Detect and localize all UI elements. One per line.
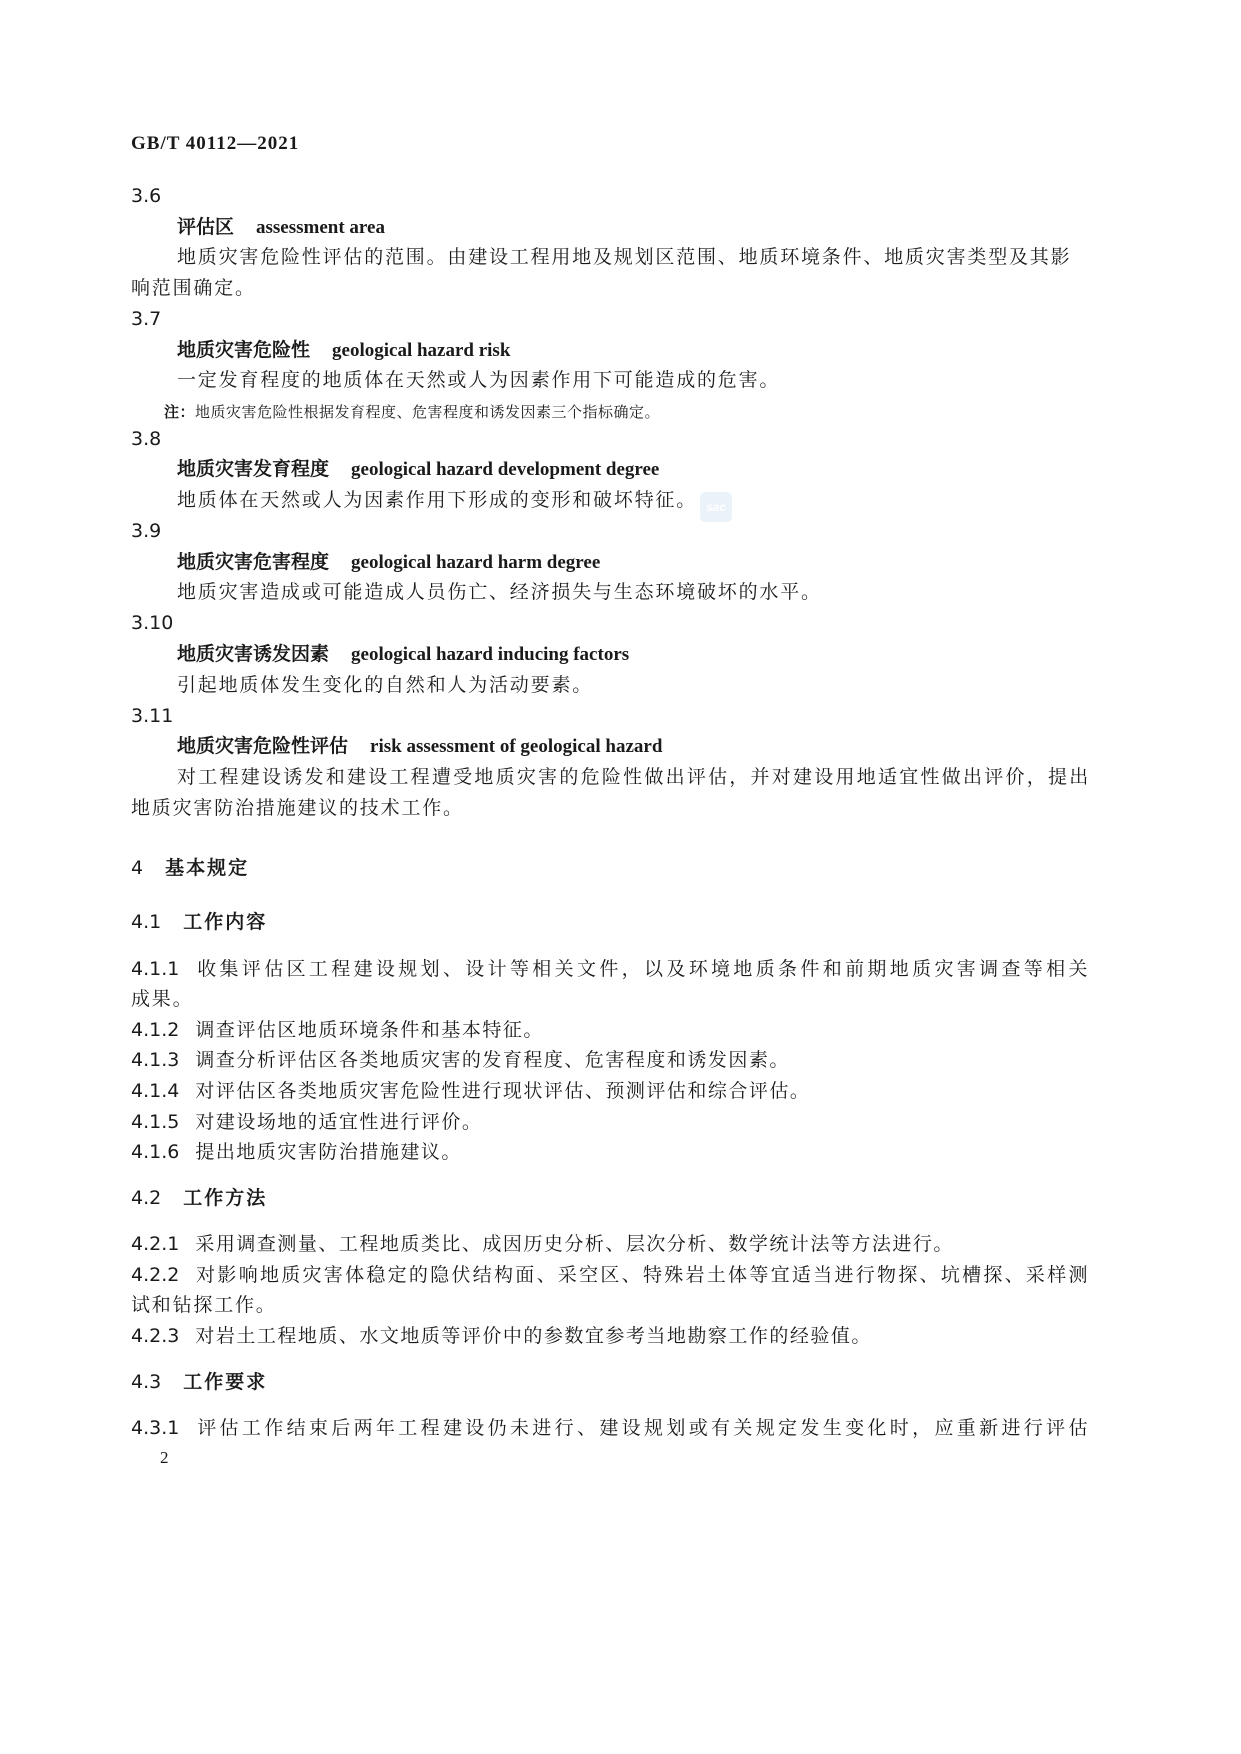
term-title [177, 215, 385, 240]
term-zh: 地质灾害危险性 [177, 339, 311, 361]
clause-text: 对建设场地的适宜性进行评价。 [195, 1111, 483, 1133]
clause-text: 对岩土工程地质、水文地质等评价中的参数宜参考当地勘察工作的经验值。 [195, 1325, 872, 1347]
clause-number: 4.1.1 [131, 958, 180, 980]
note-label: 注： [164, 403, 196, 421]
term-number: 3.11 [131, 705, 174, 727]
clause-item [131, 1079, 810, 1103]
clause-item [131, 1140, 462, 1164]
clause-text: 评估工作结束后两年工程建设仍未进行、建设规划或有关规定发生变化时，应重新进行评估 [195, 1417, 1089, 1439]
term-definition: 地质灾害危险性评估的范围。由建设工程用地及规划区范围、地质环境条件、地质灾害类型及其影 [177, 246, 1072, 268]
clause-text: 对评估区各类地质灾害危险性进行现状评估、预测评估和综合评估。 [195, 1080, 811, 1102]
clause-item [131, 1263, 1089, 1287]
term-title [177, 457, 659, 482]
term-title [177, 642, 629, 667]
term-number: 3.6 [131, 185, 162, 207]
clause-number: 4.1.6 [131, 1141, 180, 1163]
clause-text: 提出地质灾害防治措施建议。 [195, 1141, 462, 1163]
clause-text: 收集评估区工程建设规划、设计等相关文件，以及环境地质条件和前期地质灾害调查等相关 [195, 958, 1089, 980]
subsection-title: 工作要求 [183, 1371, 268, 1393]
term-number: 3.7 [131, 308, 162, 330]
clause-number: 4.2.1 [131, 1233, 180, 1255]
clause-text-cont: 成果。 [131, 988, 194, 1010]
section-title: 基本规定 [165, 857, 250, 879]
term-definition: 地质体在天然或人为因素作用下形成的变形和破坏特征。 [177, 489, 698, 511]
page-number: 2 [160, 1448, 169, 1467]
subsection-heading [131, 910, 267, 934]
clause-number: 4.2.3 [131, 1325, 180, 1347]
clause-text: 调查分析评估区各类地质灾害的发育程度、危害程度和诱发因素。 [195, 1049, 790, 1071]
term-number: 3.10 [131, 612, 174, 634]
term-en: geological hazard risk [332, 340, 511, 361]
term-definition: 引起地质体发生变化的自然和人为活动要素。 [177, 674, 594, 696]
clause-text-cont: 试和钻探工作。 [131, 1294, 277, 1316]
clause-text: 采用调查测量、工程地质类比、成因历史分析、层次分析、数学统计法等方法进行。 [195, 1233, 954, 1255]
subsection-heading [131, 1186, 267, 1210]
clause-item [131, 1110, 482, 1134]
term-definition-cont: 响范围确定。 [131, 277, 256, 299]
term-zh: 地质灾害发育程度 [177, 458, 330, 480]
clause-number: 4.3.1 [131, 1417, 180, 1439]
term-title [177, 734, 662, 759]
term-en: risk assessment of geological hazard [370, 736, 663, 757]
term-en: geological hazard harm degree [351, 552, 601, 573]
term-title [177, 338, 510, 363]
term-number: 3.8 [131, 428, 162, 450]
sac-watermark: sac [700, 492, 732, 522]
clause-item [131, 957, 1089, 981]
term-definition-cont: 地质灾害防治措施建议的技术工作。 [131, 797, 464, 819]
clause-item [131, 1018, 544, 1042]
section-heading [131, 856, 249, 880]
subsection-title: 工作内容 [183, 911, 268, 933]
subsection-number: 4.2 [131, 1187, 162, 1209]
subsection-number: 4.1 [131, 911, 162, 933]
subsection-title: 工作方法 [183, 1187, 268, 1209]
clause-number: 4.1.4 [131, 1080, 180, 1102]
term-zh: 评估区 [177, 216, 235, 238]
term-number: 3.9 [131, 520, 162, 542]
clause-item [131, 1232, 954, 1256]
subsection-heading [131, 1370, 267, 1394]
term-title [177, 550, 600, 575]
clause-number: 4.1.5 [131, 1111, 180, 1133]
term-definition: 地质灾害造成或可能造成人员伤亡、经济损失与生态环境破坏的水平。 [177, 581, 822, 603]
term-en: geological hazard development degree [351, 459, 660, 480]
term-zh: 地质灾害危害程度 [177, 551, 330, 573]
term-definition: 对工程建设诱发和建设工程遭受地质灾害的危险性做出评估，并对建设用地适宜性做出评价，提出 [177, 766, 1089, 788]
clause-number: 4.1.3 [131, 1049, 180, 1071]
clause-text: 调查评估区地质环境条件和基本特征。 [195, 1019, 544, 1041]
section-number: 4 [131, 857, 144, 879]
document-id: GB/T 40112—2021 [131, 133, 300, 154]
term-zh: 地质灾害危险性评估 [177, 735, 349, 757]
clause-item [131, 1416, 1089, 1440]
clause-number: 4.2.2 [131, 1264, 180, 1286]
note-text: 地质灾害危险性根据发育程度、危害程度和诱发因素三个指标确定。 [195, 403, 661, 421]
clause-item [131, 1048, 790, 1072]
clause-number: 4.1.2 [131, 1019, 180, 1041]
clause-item [131, 1324, 872, 1348]
term-zh: 地质灾害诱发因素 [177, 643, 330, 665]
clause-text: 对影响地质灾害体稳定的隐伏结构面、采空区、特殊岩土体等宜适当进行物探、坑槽探、采样测 [195, 1264, 1089, 1286]
term-en: assessment area [256, 217, 385, 238]
term-note [164, 400, 660, 424]
term-definition: 一定发育程度的地质体在天然或人为因素作用下可能造成的危害。 [177, 369, 781, 391]
term-en: geological hazard inducing factors [351, 644, 630, 665]
subsection-number: 4.3 [131, 1371, 162, 1393]
